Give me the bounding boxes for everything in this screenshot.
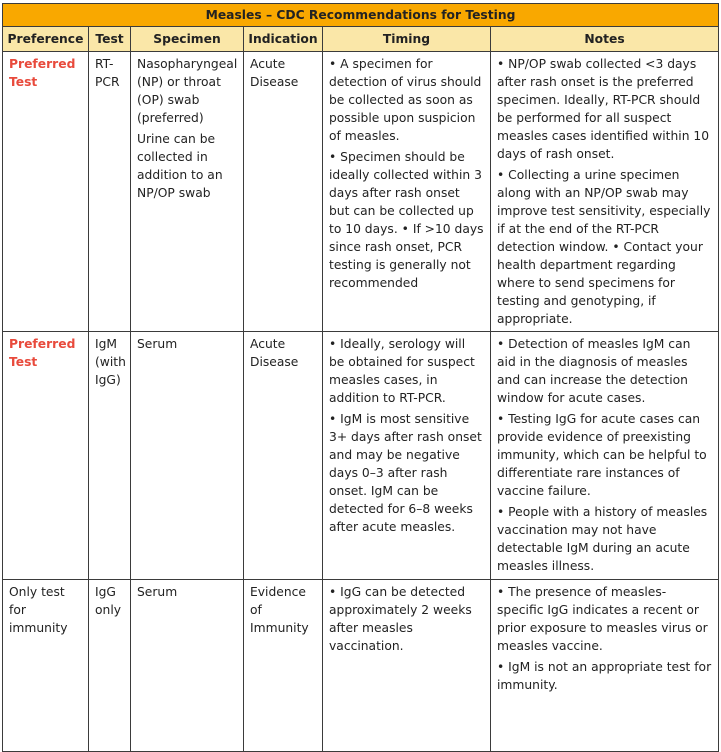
specimen-cell <box>131 580 244 752</box>
notes-bullet: • NP/OP swab collected <3 days after rash onset is the preferred specimen. Ideally, RT-PCR should be performed for all suspect measles cases identified within 10 days of rash onset. <box>497 57 710 161</box>
measles-testing-table-container <box>2 3 718 752</box>
header-preference: Preference <box>3 27 89 52</box>
header-row <box>3 27 719 52</box>
indication-cell: Evidence of Immunity <box>244 580 323 752</box>
preference-cell: Preferred Test <box>3 332 89 580</box>
preference-cell: Preferred Test <box>3 52 89 332</box>
timing-bullet: • Specimen should be ideally collected within 3 days after rash onset but can be collected up to 10 days. • If >10 days since rash onset, PCR testing is generally not recommended <box>329 150 484 290</box>
notes-bullet: • IgM is not an appropriate test for immunity. <box>497 660 712 692</box>
timing-bullet: • IgM is most sensitive 3+ days after rash onset and may be negative days 0–3 after rash onset. IgM can be detected for 6–8 weeks after acute measles. <box>329 412 482 534</box>
specimen-text: Serum <box>137 337 178 351</box>
header-timing: Timing <box>323 27 491 52</box>
specimen-text: Serum <box>137 585 178 599</box>
notes-bullet: • Collecting a urine specimen along with an NP/OP swab may improve test sensitivity, especially if at the end of the RT-PCR detection window. • Contact your health department regarding where to send specimens for testing and genotyping, if appropriate. <box>497 168 711 326</box>
table-row <box>3 52 719 332</box>
header-indication: Indication <box>244 27 323 52</box>
preference-cell: Only test for immunity <box>3 580 89 752</box>
header-specimen: Specimen <box>131 27 244 52</box>
notes-cell <box>491 52 719 332</box>
notes-bullet: • Testing IgG for acute cases can provide evidence of preexisting immunity, which can be helpful to differentiate rare instances of vaccine failure. <box>497 412 707 498</box>
indication-cell: Acute Disease <box>244 332 323 580</box>
test-cell: IgM (with IgG) <box>89 332 131 580</box>
timing-cell <box>323 52 491 332</box>
title-row <box>3 4 719 27</box>
notes-bullet: • Detection of measles IgM can aid in the diagnosis of measles and can increase the detection window for acute cases. <box>497 337 691 405</box>
specimen-cell <box>131 332 244 580</box>
timing-bullet: • IgG can be detected approximately 2 weeks after measles vaccination. <box>329 585 472 653</box>
notes-bullet: • The presence of measles-specific IgG indicates a recent or prior exposure to measles virus or measles vaccine. <box>497 585 708 653</box>
specimen-text: Nasopharyngeal (NP) or throat (OP) swab (preferred) <box>137 57 238 125</box>
measles-testing-table <box>2 3 719 752</box>
test-cell: IgG only <box>89 580 131 752</box>
timing-cell <box>323 580 491 752</box>
notes-cell <box>491 580 719 752</box>
specimen-cell <box>131 52 244 332</box>
notes-cell <box>491 332 719 580</box>
timing-bullet: • A specimen for detection of virus should be collected as soon as possible upon suspicion of measles. <box>329 57 482 143</box>
table-row <box>3 332 719 580</box>
notes-bullet: • People with a history of measles vaccination may not have detectable IgM during an acute measles illness. <box>497 505 708 573</box>
timing-bullet: • Ideally, serology will be obtained for suspect measles cases, in addition to RT-PCR. <box>329 337 475 405</box>
table-title: Measles – CDC Recommendations for Testing <box>3 4 719 27</box>
header-notes: Notes <box>491 27 719 52</box>
indication-cell: Acute Disease <box>244 52 323 332</box>
header-test: Test <box>89 27 131 52</box>
specimen-text: Urine can be collected in addition to an NP/OP swab <box>137 132 223 200</box>
test-cell: RT-PCR <box>89 52 131 332</box>
table-row <box>3 580 719 752</box>
timing-cell <box>323 332 491 580</box>
